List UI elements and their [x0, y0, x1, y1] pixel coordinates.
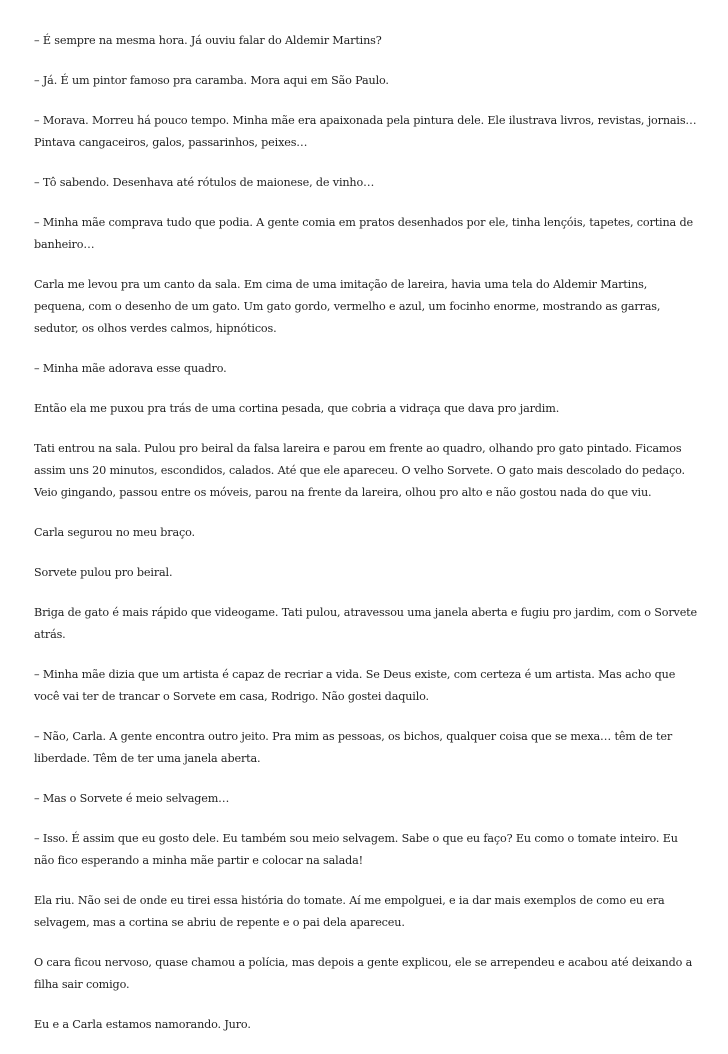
paragraph: Briga de gato é mais rápido que videogame. Tati pulou, atravessou uma janela aberta e fugiu pro jardim, com o Sorvete atrás. — [34, 606, 697, 641]
paragraph: Então ela me puxou pra trás de uma cortina pesada, que cobria a vidraça que dava pro jardim. — [34, 402, 560, 415]
paragraph: – Minha mãe comprava tudo que podia. A gente comia em pratos desenhados por ele, tinha lençóis, tapetes, cortina de banheiro… — [34, 216, 693, 251]
paragraph: – Não, Carla. A gente encontra outro jeito. Pra mim as pessoas, os bichos, qualquer coisa que se mexa… têm de ter liberdade. Têm de ter uma janela aberta. — [34, 730, 673, 765]
paragraph: – É sempre na mesma hora. Já ouviu falar do Aldemir Martins? — [34, 34, 382, 47]
paragraph: – Minha mãe adorava esse quadro. — [34, 362, 227, 375]
paragraph: – Minha mãe dizia que um artista é capaz de recriar a vida. Se Deus existe, com certeza é um artista. Mas acho que você vai ter de trancar o Sorvete em casa, Rodrigo. Não gostei daquilo. — [34, 668, 676, 703]
document-body — [34, 30, 698, 1054]
paragraph: Carla segurou no meu braço. — [34, 526, 195, 539]
paragraph: – Mas o Sorvete é meio selvagem… — [34, 792, 230, 805]
paragraph: – Já. É um pintor famoso pra caramba. Mora aqui em São Paulo. — [34, 74, 389, 87]
paragraph: – Tô sabendo. Desenhava até rótulos de maionese, de vinho… — [34, 176, 375, 189]
paragraph: – Isso. É assim que eu gosto dele. Eu também sou meio selvagem. Sabe o que eu faço? Eu como o tomate inteiro. Eu não fico esperando a minha mãe partir e colocar na salada! — [34, 832, 678, 867]
paragraph: O cara ficou nervoso, quase chamou a polícia, mas depois a gente explicou, ele se arrependeu e acabou até deixando a filha sair comigo. — [34, 956, 693, 991]
paragraph: Sorvete pulou pro beiral. — [34, 566, 173, 579]
paragraph: Carla me levou pra um canto da sala. Em cima de uma imitação de lareira, havia uma tela do Aldemir Martins, pequena, com o desenho de um gato. Um gato gordo, vermelho e azul, um focinho enorme, mostrando as garras, sedutor, os olhos verdes calmos, hipnóticos. — [34, 278, 661, 335]
paragraph: Eu e a Carla estamos namorando. Juro. — [34, 1018, 251, 1031]
paragraph: – Morava. Morreu há pouco tempo. Minha mãe era apaixonada pela pintura dele. Ele ilustrava livros, revistas, jornais… Pintava cangaceiros, galos, passarinhos, peixes… — [34, 114, 697, 149]
paragraph: Tati entrou na sala. Pulou pro beiral da falsa lareira e parou em frente ao quadro, olhando pro gato pintado. Ficamos assim uns 20 minutos, escondidos, calados. Até que ele apareceu. O velho Sorvete. O gato mais descolado do pedaço. Veio gingando, passou entre os móveis, parou na frente da lareira, olhou pro alto e não gostou nada do que viu. — [34, 442, 685, 499]
paragraph: Ela riu. Não sei de onde eu tirei essa história do tomate. Aí me empolguei, e ia dar mais exemplos de como eu era selvagem, mas a cortina se abriu de repente e o pai dela apareceu. — [34, 894, 665, 929]
